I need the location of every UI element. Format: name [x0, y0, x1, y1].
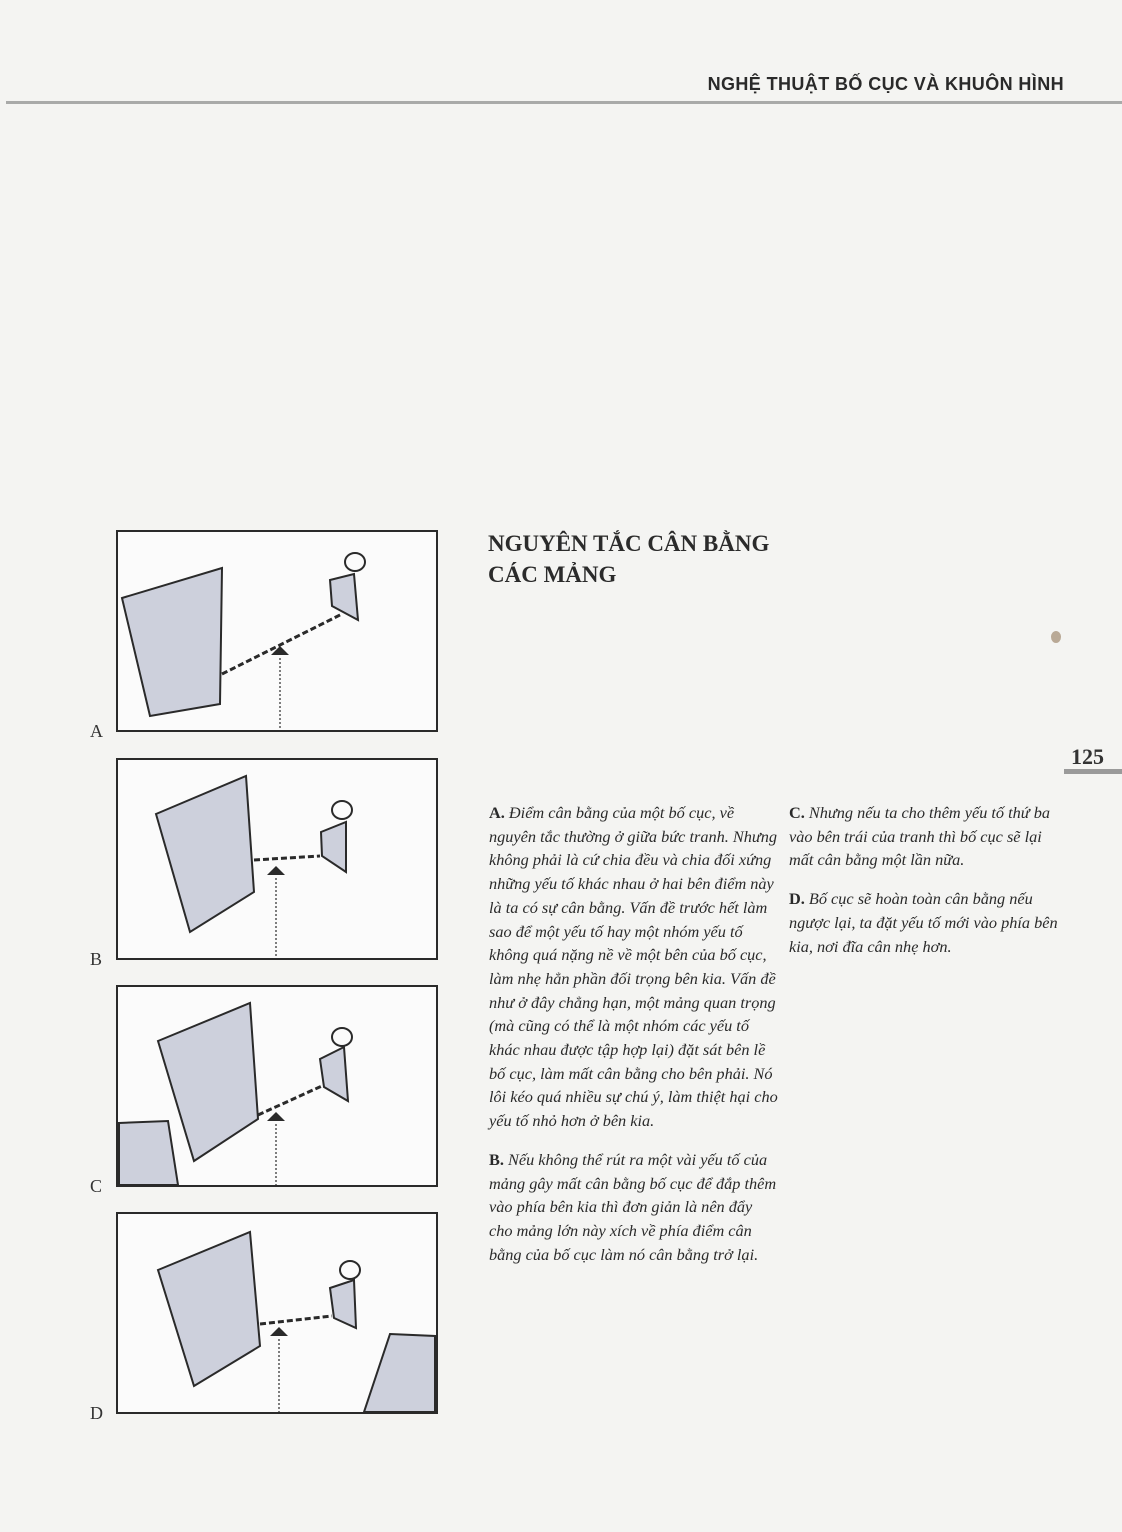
paragraph-a-text: Điểm cân bằng của một bố cục, về nguyên tắc thường ở giữa bức tranh. Nhưng không phải là cứ chia đều và chia đối xứng những yếu tố khác nhau ở hai bên điểm này là ta có sự cân bằng. Vấn đề trước hết làm sao để một yếu tố hay một nhóm yếu tố không quá nặng nề về một bên của bố cục, làm nhẹ hẳn phần đối trọng bên kia. Vấn đề như ở đây chẳng hạn, một mảng quan trọng (mà cũng có thể là một nhóm các yếu tố khác nhau được tập hợp lại) đặt sát bên lề bố cục, làm mất cân bằng cho bên phải. Nó lôi kéo quá nhiều sự chú ý, làm thiệt hại cho yếu tố nhỏ hơn ở bên kia.: [489, 803, 778, 1131]
section-title-line-1: NGUYÊN TẮC CÂN BẰNG: [488, 531, 770, 556]
paragraph-b-letter: B.: [489, 1149, 504, 1169]
paper-stain: [1051, 631, 1061, 643]
small-figure-head: [332, 801, 352, 819]
paragraph-c: [789, 801, 1069, 872]
figure-b-diagram: [114, 756, 440, 962]
page-number-bar: [1064, 769, 1122, 774]
small-figure-head: [345, 553, 365, 571]
small-figure-head: [340, 1261, 360, 1279]
paragraph-a: [489, 801, 779, 1133]
third-mass-shape: [119, 1121, 178, 1185]
figure-d: [90, 1210, 440, 1422]
page-number: 125: [1071, 744, 1104, 769]
figure-b-label: B: [90, 949, 103, 969]
header-rule: [6, 101, 1122, 104]
figure-b: [90, 756, 440, 968]
paragraph-b-text: Nếu không thể rút ra một vài yếu tố của mảng gây mất cân bằng bố cục để đắp thêm vào phía bên kia thì đơn giản là nên đẩy cho mảng lớn này xích về phía điểm cân bằng của bố cục làm nó cân bằng trở lại.: [489, 1149, 777, 1264]
section-title: [488, 528, 769, 590]
paragraph-b: [489, 1148, 779, 1267]
running-header: NGHỆ THUẬT BỐ CỤC VÀ KHUÔN HÌNH: [707, 74, 1064, 94]
figure-c: [90, 983, 440, 1195]
paragraph-d-text: Bố cục sẽ hoàn toàn cân bằng nếu ngược lại, ta đặt yếu tố mới vào phía bên kia, nơi đĩa cân nhẹ hơn.: [789, 889, 1058, 956]
paragraph-d-letter: D.: [789, 889, 805, 909]
text-column-right: [789, 801, 1069, 973]
figure-d-diagram: [114, 1210, 440, 1416]
figure-c-diagram: [114, 983, 440, 1189]
paragraph-a-letter: A.: [489, 803, 505, 822]
figure-d-label: D: [90, 1403, 103, 1423]
paragraph-d: [789, 887, 1069, 958]
text-column-left: [489, 801, 779, 1281]
section-title-line-2: CÁC MẢNG: [488, 562, 617, 587]
small-figure-head: [332, 1028, 352, 1046]
paragraph-c-text: Nhưng nếu ta cho thêm yếu tố thứ ba vào bên trái của tranh thì bố cục sẽ lại mất cân bằng một lần nữa.: [789, 803, 1051, 870]
paragraph-c-letter: C.: [789, 803, 805, 822]
figure-c-label: C: [90, 1176, 103, 1196]
figure-a-label: A: [90, 721, 103, 741]
figure-a-diagram: [114, 528, 440, 734]
figure-a: [90, 528, 440, 740]
